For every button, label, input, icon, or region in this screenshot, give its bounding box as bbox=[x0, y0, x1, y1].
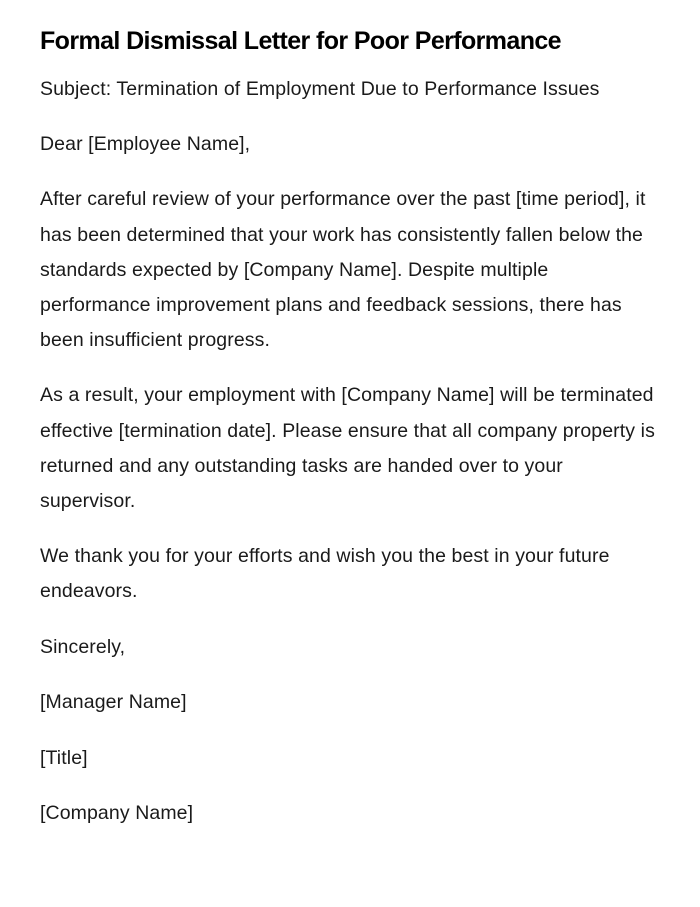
letter-salutation: Dear [Employee Name], bbox=[40, 133, 251, 156]
signature-name: [Manager Name] bbox=[40, 691, 187, 714]
dismissal-letter bbox=[40, 24, 660, 852]
letter-closing: Sincerely, bbox=[40, 635, 126, 658]
signature-title: [Title] bbox=[40, 746, 88, 769]
signature-company: [Company Name] bbox=[40, 802, 194, 825]
letter-body-paragraph: We thank you for your efforts and wish you the best in your future endeavors. bbox=[40, 545, 610, 603]
letter-body-paragraph: As a result, your employment with [Company Name] will be terminated effective [termination date]. Please ensure that all company property is returned and any outstanding tasks are handed over to your supervisor. bbox=[40, 384, 655, 513]
letter-subject: Subject: Termination of Employment Due to Performance Issues bbox=[40, 78, 600, 100]
letter-body-paragraph: After careful review of your performance over the past [time period], it has been determined that your work has consistently fallen below the standards expected by [Company Name]. Despite multiple performance improvement plans and feedback sessions, there has been insufficient progress. bbox=[40, 188, 646, 352]
letter-title: Formal Dismissal Letter for Poor Performance bbox=[40, 27, 561, 55]
